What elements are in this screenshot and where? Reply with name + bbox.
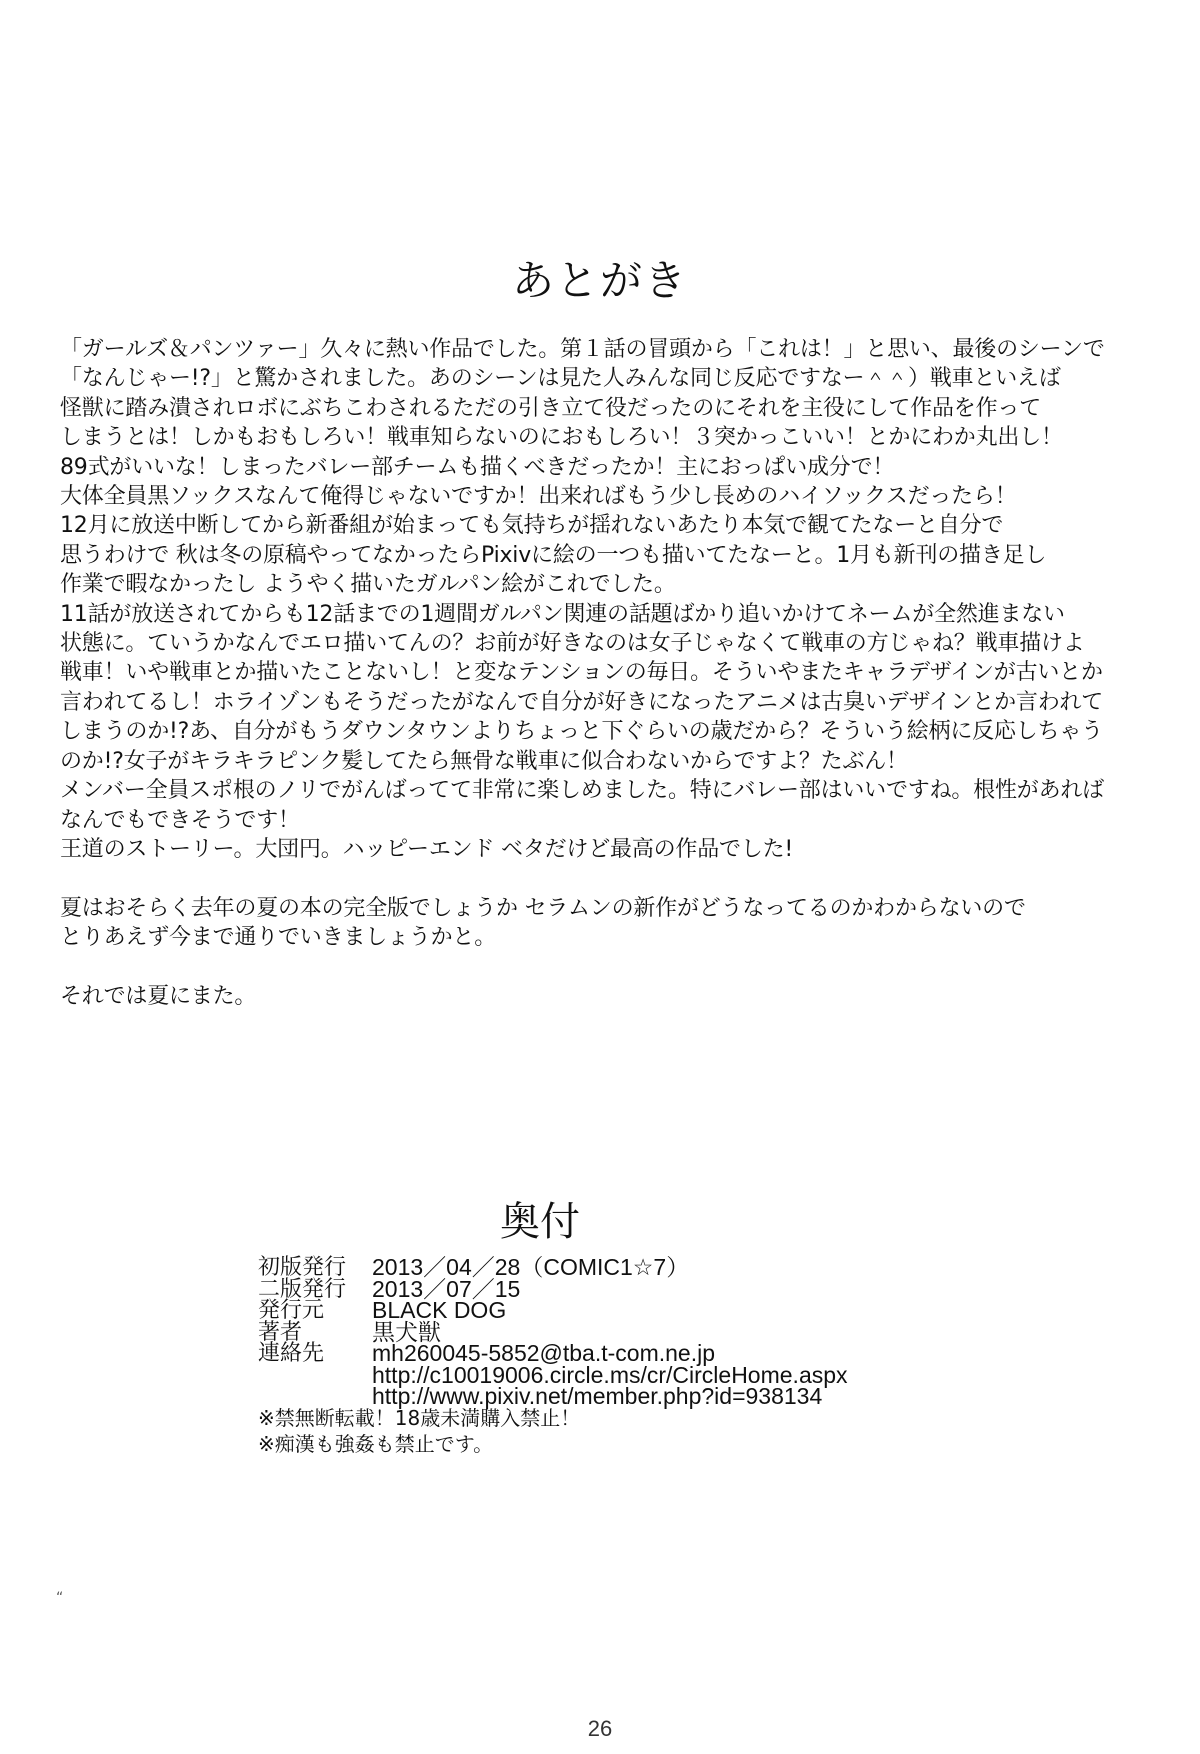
colophon-notices — [258, 1405, 580, 1457]
afterword-line: 12月に放送中断してから新番組が始まっても気持ちが揺れないあたり本気で観てたなーと自分で — [60, 513, 1004, 539]
colophon-table — [258, 1254, 848, 1409]
afterword-line: メンバー全員スポ根のノリでがんばってて非常に楽しめました。特にバレー部はいいですね。根性があれば — [60, 778, 1104, 804]
page-number: 26 — [587, 1716, 613, 1741]
afterword-line: 「ガールズ＆パンツァー」久々に熱い作品でした。第１話の冒頭から「これは！」と思い、最後のシーンで — [60, 337, 1105, 362]
afterword-body — [60, 335, 1150, 1011]
afterword-line: 大体全員黒ソックスなんて俺得じゃないですか！出来ればもう少し長めのハイソックスだったら！ — [60, 484, 1017, 510]
afterword-line: 夏はおそらく去年の夏の本の完全版でしょうか セラムンの新作がどうなってるのかわからないので — [60, 895, 1026, 921]
afterword-line: 作業で暇なかったし ようやく描いたガルパン絵がこれでした。 — [60, 572, 676, 598]
colophon-label: 初版発行 — [258, 1255, 347, 1280]
afterword-line: 「なんじゃー!?」と驚かされました。あのシーンは見た人みんな同じ反応ですなー＾＾）戦車といえば — [60, 366, 1061, 392]
colophon-value: mh260045-5852@tba.t-com.ne.jp — [372, 1340, 716, 1366]
paragraph-gap — [60, 953, 1150, 982]
colophon-label: 著者 — [258, 1319, 303, 1345]
afterword-line: 11話が放送されてからも12話までの1週間ガルパン関連の話題ばかり追いかけてネームが全然進まない — [60, 601, 1065, 627]
afterword-line: しまうとは！しかもおもしろい！戦車知らないのにおもしろい！３突かっこいい！とかにわか丸出し！ — [60, 425, 1063, 451]
afterword-line: それでは夏にまた。 — [60, 983, 257, 1009]
colophon-value: http://www.pixiv.net/member.php?id=938134 — [372, 1383, 823, 1409]
notice-line: ※痴漢も強姦も禁止です。 — [258, 1432, 494, 1456]
afterword-line: 言われてるし！ホライゾンもそうだったがなんで自分が好きになったアニメは古臭いデザインとか言われて — [60, 689, 1104, 715]
colophon-value: 黒犬獣 — [372, 1318, 441, 1345]
colophon-label: 二版発行 — [258, 1276, 347, 1302]
paragraph-gap — [60, 864, 1150, 893]
colophon-row — [258, 1275, 848, 1302]
afterword-line: 89式がいいな！しまったバレー部チームも描くべきだったか！主におっぱい成分で！ — [60, 454, 895, 480]
colophon-row — [258, 1297, 848, 1323]
colophon-label: 連絡先 — [258, 1341, 325, 1366]
afterword-line: 状態に。ていうかなんでエロ描いてんの？お前が好きなのは女子じゃなくて戦車の方じゃね？戦車描けよ — [60, 631, 1085, 657]
colophon-value: http://c10019006.circle.ms/cr/CircleHome.aspx — [372, 1361, 848, 1388]
afterword-line: なんでもできそうです！ — [60, 807, 300, 833]
afterword-line: しまうのか!?あ、自分がもうダウンタウンよりちょっと下ぐらいの歳だから？そういう絵柄に反応しちゃう — [60, 719, 1103, 745]
colophon-value: 2013／07／15 — [372, 1275, 521, 1302]
afterword-line: のか!?女子がキラキラピンク髪してたら無骨な戦車に似合わないからですよ？たぶん！ — [60, 748, 908, 774]
colophon-label — [258, 1365, 372, 1387]
afterword-line: 怪獣に踏み潰されロボにぶちこわされるただの引き立て役だったのにそれを主役にして作品を作って — [60, 395, 1042, 421]
afterword-line: 思うわけで 秋は冬の原稿やってなかったらPixivに絵の一つも描いてたなーと。1月も新刊の描き足し — [60, 542, 1047, 568]
colophon-title: 奥付 — [500, 1199, 580, 1245]
afterword-line: 王道のストーリー。大団円。ハッピーエンド ベタだけど最高の作品でした! — [60, 836, 794, 862]
colophon-value: 2013／04／28（COMIC1☆7） — [372, 1254, 690, 1280]
colophon-value: BLACK DOG — [372, 1297, 507, 1323]
afterword-title: あとがき — [511, 256, 688, 305]
corner-mark: “ — [56, 1590, 64, 1606]
colophon-label: 発行元 — [258, 1298, 325, 1323]
afterword-line: 戦車！いや戦車とか描いたことないし！と変なテンションの毎日。そういやまたキャラデザインが古いとか — [60, 660, 1103, 686]
notice-line: ※禁無断転載！18歳未満購入禁止！ — [258, 1406, 581, 1430]
colophon-row — [258, 1254, 848, 1280]
afterword-line: とりあえず今まで通りでいきましょうかと。 — [60, 925, 497, 951]
